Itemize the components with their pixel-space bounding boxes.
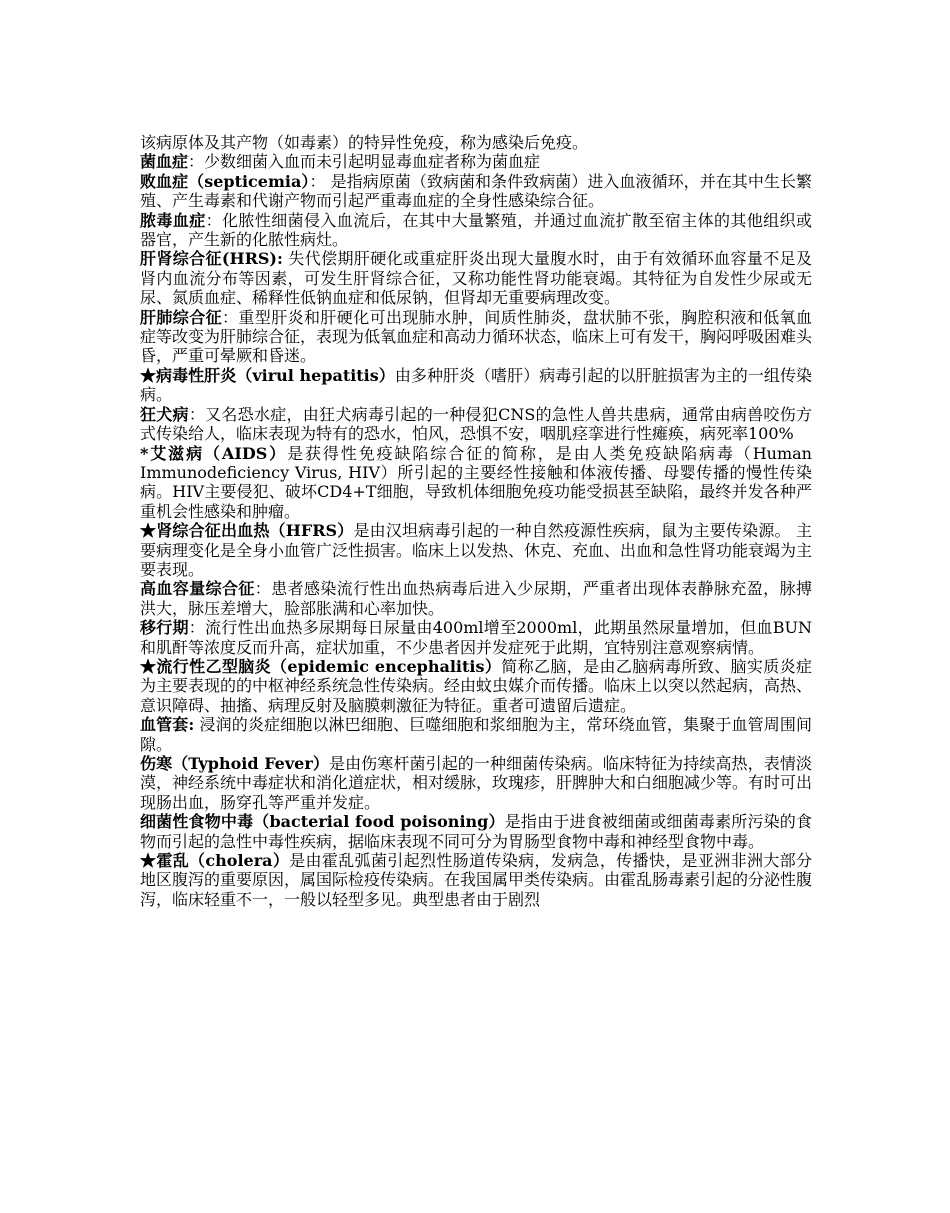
entry-term: 移行期 — [140, 618, 189, 638]
entry-term: 败血症（septicemia） — [140, 171, 310, 191]
entry-definition: 该病原体及其产物（如毒素）的特异性免疫，称为感染后免疫。 — [140, 133, 589, 152]
entry-definition: ：流行性出血热多尿期每日尿量由400ml增至2000ml，此期虽然尿量增加，但血BUN和肌酐等浓度反而升高，症状加重，不少患者因并发症死于此期，宜特别注意观察病情。 — [140, 618, 812, 657]
entry-term: 脓毒血症 — [140, 210, 206, 230]
entry-typhoid-fever — [140, 754, 812, 812]
entry-definition: 是获得性免疫缺陷综合征的简称，是由人类免疫缺陷病毒（Human Immunodeficiency Virus, HIV）所引起的主要经性接触和体液传播、母婴传播的慢性传染病。HIV主要侵犯、破坏CD4+T细胞，导致机体细胞免疫功能受损甚至缺陷，最终并发各种严重机会性感染和肿瘤。 — [140, 443, 812, 521]
entry-definition: 浸润的炎症细胞以淋巴细胞、巨噬细胞和浆细胞为主，常环绕血管，集聚于血管周围间隙。 — [140, 715, 812, 754]
entry-term: 血管套: — [140, 715, 195, 735]
entry-definition: ：少数细菌入血而未引起明显毒血症者称为菌血症 — [188, 152, 541, 172]
entry-septicemia — [140, 172, 812, 211]
entry-definition: ：患者感染流行性出血热病毒后进入少尿期，严重者出现体表静脉充盈，脉搏洪大，脉压差增大，脸部胀满和心率加快。 — [140, 579, 812, 618]
entry-viral-hepatitis — [140, 366, 812, 405]
entry-term: 肝肾综合征(HRS): — [140, 249, 283, 269]
entry-bacteremia — [140, 152, 812, 171]
entry-term: ★病毒性肝炎（virul hepatitis） — [140, 365, 395, 385]
document-page — [140, 133, 812, 909]
entry-term: 伤寒（Typhoid Fever） — [140, 754, 329, 773]
entry-definition: 是由汉坦病毒引起的一种自然疫源性疾病，鼠为主要传染源。 主要病理变化是全身小血管广泛性损害。临床上以发热、休克、充血、出血和急性肾功能衰竭为主要表现。 — [140, 521, 813, 579]
entry-term: ★肾综合征出血热（HFRS） — [140, 521, 354, 541]
entry-definition: 简称乙脑，是由乙脑病毒所致、脑实质炎症为主要表现的的中枢神经系统急性传染病。经由蚊虫媒介而传播。临床上以突以然起病，高热、意识障碍、抽搐、病理反射及脑膜刺激征为特征。重者可遗留后遗症。 — [140, 656, 813, 715]
entry-term: ★流行性乙型脑炎（epidemic encephalitis） — [140, 656, 502, 676]
entry-rabies — [140, 405, 812, 444]
entry-definition: 是指由于进食被细菌或细菌毒素所污染的食物而引起的急性中毒性疾病，据临床表现不同可分为胃肠型食物中毒和神经型食物中毒。 — [140, 812, 812, 851]
entry-definition: 失代偿期肝硬化或重症肝炎出现大量腹水时，由于有效循环血容量不足及肾内血流分布等因素，可发生肝肾综合征，又称功能性肾功能衰竭。其特征为自发性少尿或无尿、氮质血症、稀释性低钠血症和低尿钠，但肾却无重要病理改变。 — [140, 249, 812, 308]
entry-japanese-encephalitis — [140, 657, 812, 715]
entry-cholera — [140, 851, 812, 909]
entry-definition: 由多种肝炎（嗜肝）病毒引起的以肝脏损害为主的一组传染病。 — [140, 365, 812, 405]
entry-term: 狂犬病 — [140, 404, 189, 424]
entry-definition: 是由霍乱弧菌引起烈性肠道传染病，发病急，传播快，是亚洲非洲大部分地区腹泻的重要原因，属国际检疫传染病。在我国属甲类传染病。由霍乱肠毒素引起的分泌性腹泻，临床轻重不一，一般以轻型多见。典型患者由于剧烈 — [140, 851, 813, 909]
entry-term: 高血容量综合征 — [140, 579, 255, 599]
entry-term: 肝肺综合征 — [140, 307, 222, 327]
entry-term: ★霍乱（cholera） — [140, 851, 290, 871]
entry-aids — [140, 444, 812, 522]
entry-hypervolemia-syndrome — [140, 579, 812, 618]
entry-transitional-phase — [140, 618, 812, 657]
entry-definition: ：重型肝炎和肝硬化可出现肺水肿，间质性肺炎，盘状肺不张，胸腔积液和低氧血症等改变为肝肺综合征，表现为低氧血症和高动力循环状态，临床上可有发干，胸闷呼吸困难头昏，严重可晕厥和昏迷。 — [140, 307, 813, 366]
entry-hepatopulmonary-syndrome — [140, 308, 812, 366]
entry-pyemia — [140, 211, 812, 250]
entry-definition: 是由伤寒杆菌引起的一种细菌传染病。临床特征为持续高热，表情淡漠，神经系统中毒症状和消化道症状，相对缓脉，玫瑰疹，肝脾肿大和白细胞减少等。有时可出现肠出血，肠穿孔等严重并发症。 — [140, 754, 813, 812]
entry-definition: ： 是指病原菌（致病菌和条件致病菌）进入血液循环，并在其中生长繁殖、产生毒素和代谢产物而引起严重毒血症的全身性感染综合征。 — [140, 171, 812, 211]
entry-definition: ：又名恐水症，由狂犬病毒引起的一种侵犯CNS的急性人兽共患病，通常由病兽咬伤方式传染给人，临床表现为特有的恐水，怕风，恐惧不安，咽肌痉挛进行性瘫痪，病死率100% — [140, 404, 812, 444]
entry-term: *艾滋病（AIDS） — [140, 443, 288, 463]
entry-hfrs — [140, 521, 812, 579]
entry-bacterial-food-poisoning — [140, 812, 812, 851]
entry-term: 细菌性食物中毒（bacterial food poisoning） — [140, 812, 505, 832]
entry-post-infection-immunity — [140, 133, 812, 152]
entry-hepatorenal-syndrome — [140, 249, 812, 307]
entry-definition: ：化脓性细菌侵入血流后，在其中大量繁殖，并通过血流扩散至宿主体的其他组织或器官，产生新的化脓性病灶。 — [140, 210, 812, 250]
entry-term: 菌血症 — [140, 152, 189, 172]
entry-perivascular-cuffing — [140, 715, 812, 754]
